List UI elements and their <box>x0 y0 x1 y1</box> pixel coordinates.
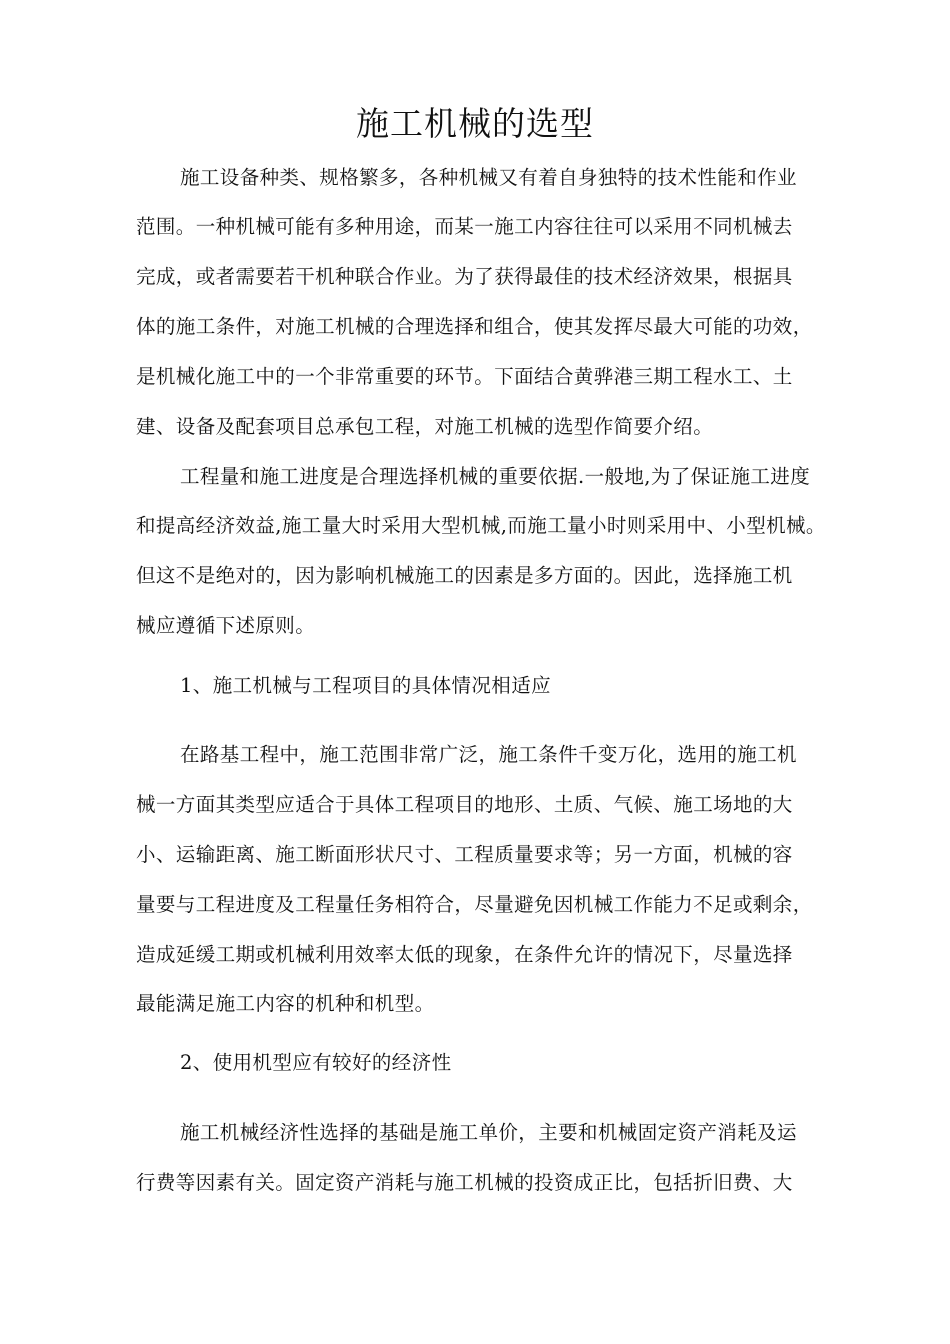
paragraph-3-line-4: 量要与工程进度及工程量任务相符合，尽量避免因机械工作能力不足或剩余， <box>136 893 813 916</box>
paragraph-1-line-1: 施工设备种类、规格繁多，各种机械又有着自身独特的技术性能和作业 <box>180 166 797 189</box>
section-heading-2: 2、使用机型应有较好的经济性 <box>180 1051 452 1074</box>
paragraph-2-line-3: 但这不是绝对的，因为影响机械施工的因素是多方面的。因此，选择施工机 <box>136 564 793 587</box>
document-title: 施工机械的选型 <box>356 104 594 143</box>
section-heading-1: 1、施工机械与工程项目的具体情况相适应 <box>180 674 552 697</box>
paragraph-1-line-5: 是机械化施工中的一个非常重要的环节。下面结合黄骅港三期工程水工、土 <box>136 365 793 388</box>
paragraph-3-line-3: 小、运输距离、施工断面形状尺寸、工程质量要求等；另一方面，机械的容 <box>136 843 793 866</box>
paragraph-1-line-4: 体的施工条件，对施工机械的合理选择和组合，使其发挥尽最大可能的功效， <box>136 315 813 338</box>
paragraph-3-line-6: 最能满足施工内容的机种和机型。 <box>136 992 435 1015</box>
paragraph-1-line-6: 建、设备及配套项目总承包工程，对施工机械的选型作简要介绍。 <box>136 415 714 438</box>
paragraph-1-line-3: 完成，或者需要若干机种联合作业。为了获得最佳的技术经济效果，根据具 <box>136 265 793 288</box>
paragraph-1-line-2: 范围。一种机械可能有多种用途，而某一施工内容往往可以采用不同机械去 <box>136 215 793 238</box>
paragraph-3-line-5: 造成延缓工期或机械利用效率太低的现象，在条件允许的情况下，尽量选择 <box>136 943 793 966</box>
paragraph-4-line-2: 行费等因素有关。固定资产消耗与施工机械的投资成正比，包括折旧费、大 <box>136 1171 793 1194</box>
paragraph-4-line-1: 施工机械经济性选择的基础是施工单价，主要和机械固定资产消耗及运 <box>180 1121 797 1144</box>
paragraph-2-line-1: 工程量和施工进度是合理选择机械的重要依据.一般地,为了保证施工进度 <box>180 465 811 488</box>
paragraph-3-line-2: 械一方面其类型应适合于具体工程项目的地形、土质、气候、施工场地的大 <box>136 793 793 816</box>
paragraph-2-line-4: 械应遵循下述原则。 <box>136 614 316 637</box>
paragraph-2-line-2: 和提高经济效益,施工量大时采用大型机械,而施工量小时则采用中、小型机械。 <box>136 514 826 537</box>
paragraph-3-line-1: 在路基工程中，施工范围非常广泛，施工条件千变万化，选用的施工机 <box>180 743 797 766</box>
